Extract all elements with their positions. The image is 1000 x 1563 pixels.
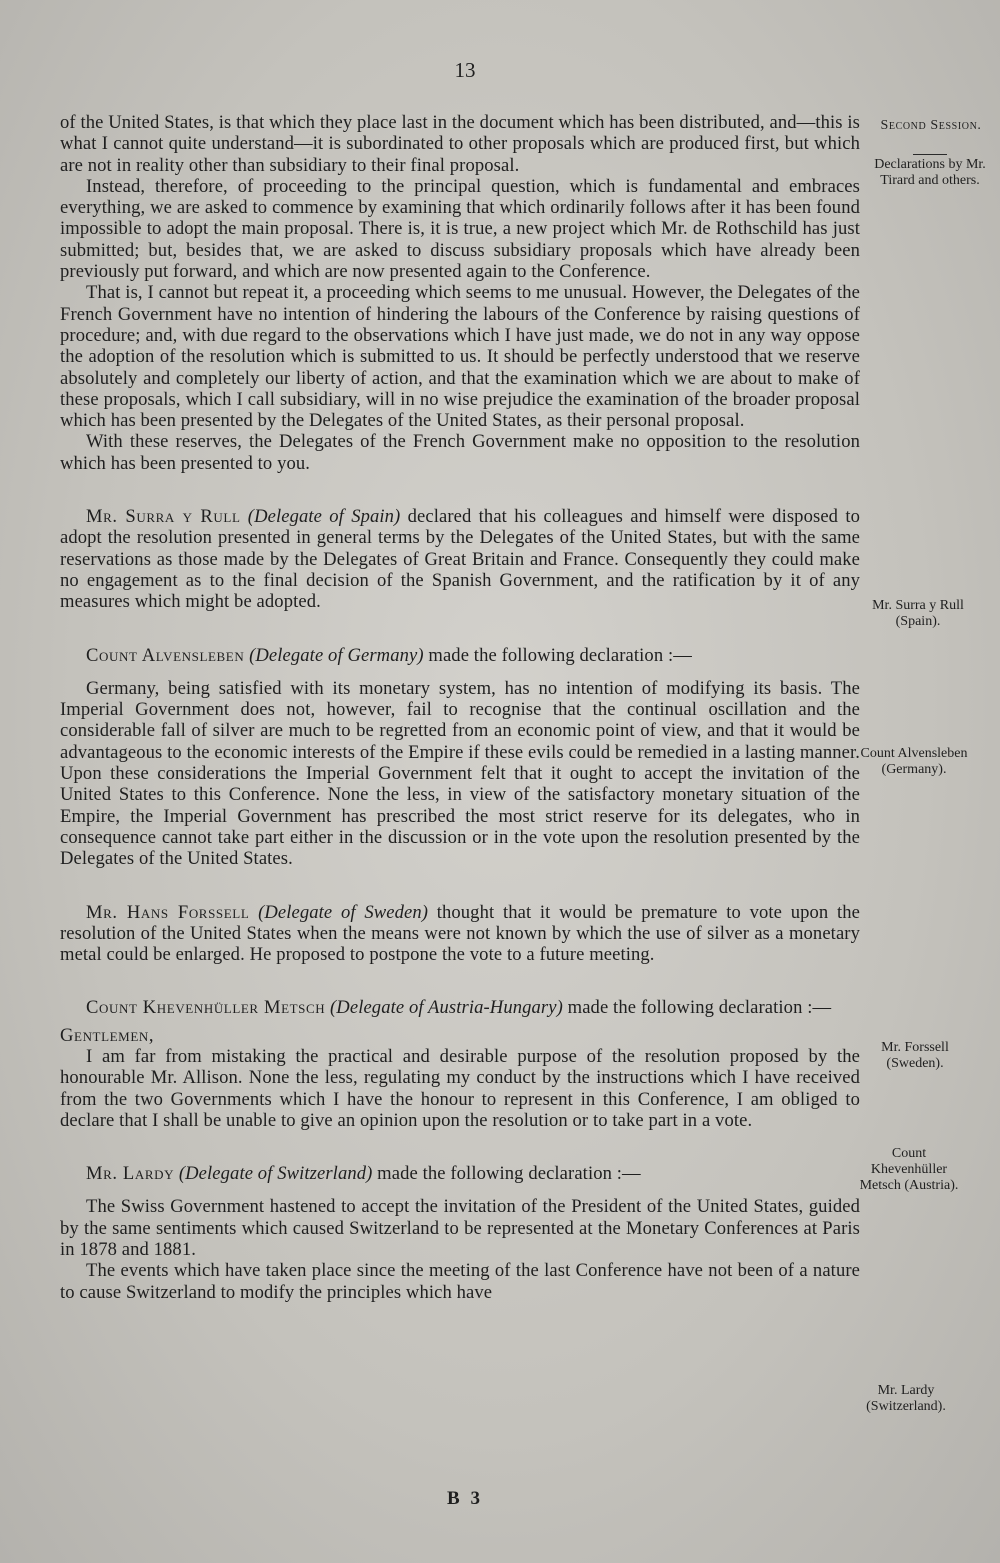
margin-note-lardy: Mr. Lardy (Switzerland). bbox=[866, 1383, 946, 1414]
paragraph-text: made the following declaration :— bbox=[423, 644, 692, 666]
page-number: 13 bbox=[454, 58, 476, 82]
margin-note-forssell: Mr. Forssell (Sweden). bbox=[881, 1040, 949, 1071]
document-body bbox=[60, 112, 860, 1303]
margin-note-declarations bbox=[870, 152, 990, 189]
margin-note-surra: Mr. Surra y Rull (Spain). bbox=[872, 598, 964, 629]
speaker-role: (Delegate of Spain) bbox=[247, 506, 401, 528]
speaker-name: Count Alvensleben bbox=[86, 644, 245, 666]
margin-note-alvensleben: Count Alvensleben (Germany). bbox=[860, 746, 968, 777]
paragraph-french-reserves: With these reserves, the Delegates of the French Government make no opposition to the resolution which has been presented to you. bbox=[60, 431, 860, 474]
margin-note-session: Second Session. bbox=[880, 118, 982, 133]
paragraph-text: made the following declaration :— bbox=[562, 997, 832, 1019]
paragraph-principal-question: Instead, therefore, of proceeding to the principal question, which is fundamental and embraces everything, we are asked to commence by examining that which ordinarily follows after it has been found impossible to adopt the main proposal. There is, it is true, a new project which Mr. de Rothschild has just submitted; but, besides that, we are asked to discuss subsidiary proposals which have already been previously put forward, and which are now presented again to the Conference. bbox=[60, 175, 860, 283]
speaker-name: Mr. Surra y Rull bbox=[86, 506, 241, 528]
speaker-role: (Delegate of Sweden) bbox=[258, 901, 429, 923]
paragraph-continuation: of the United States, is that which they place last in the document which has been distributed, and—this is what I cannot quite understand—it is subordinated to other proposals which are produced first, but which are not in reality other than subsidiary to their final proposal. bbox=[60, 112, 860, 176]
paragraph-swiss-acceptance: The Swiss Government hastened to accept the invitation of the President of the United States, guided by the same sentiments which caused Switzerland to be represented at the Monetary Conferences at Paris in 1878 and 1881. bbox=[60, 1196, 860, 1261]
speaker-role: (Delegate of Austria-Hungary) bbox=[330, 997, 563, 1019]
salutation: Gentlemen, bbox=[60, 1024, 155, 1046]
paragraph-text: declared that his colleagues and himself were disposed to adopt the resolution presented in general terms by the Delegates of the United States, but with the same reservations as those made by the Delegates of Great Britain and France. Consequently they could make no engagement as to the final decision of the Spanish Government, and the ratification by it of any measures which might be adopted. bbox=[60, 506, 861, 613]
paragraph-austria-declaration: I am far from mistaking the practical and desirable purpose of the resolution proposed by the honourable Mr. Allison. None the less, regulating my conduct by the instructions which I have received from the two Governments which I have the honour to represent in this Conference, I am obliged to declare that I shall be unable to give an opinion upon the resolution or to take part in a vote. bbox=[60, 1045, 860, 1131]
speaker-name: Count Khevenhüller Metsch bbox=[86, 997, 326, 1019]
paragraph-switzerland-intro bbox=[60, 1163, 860, 1184]
margin-note-declarations-text: Declarations by Mr. Tirard and others. bbox=[874, 157, 986, 188]
paragraph-germany-declaration: Germany, being satisfied with its monetary system, has no intention of modifying its basis. The Imperial Government does not, however, fail to recognise that the continual oscillation and the considerable fall of silver are much to be regretted from an economic point of view, and that it would be advantageous to the economic interests of the Empire if these evils could be remedied in a lasting manner. Upon these considerations the Imperial Government felt that it ought to accept the invitation of the United States to this Conference. None the less, in view of the satisfactory monetary situation of the Empire, the Imperial Government has prescribed the most strict reserve for its delegates, who in consequence cannot take part either in the discussion or in the vote upon the resolution presented by the Delegates of the United States. bbox=[60, 677, 860, 870]
paragraph-swiss-events: The events which have taken place since the meeting of the last Conference have not been of a nature to cause Switzerland to modify the principles which have bbox=[60, 1260, 860, 1303]
speaker-role: (Delegate of Switzerland) bbox=[178, 1163, 373, 1185]
signature-mark: B 3 bbox=[447, 1488, 483, 1509]
speaker-name: Mr. Hans Forssell bbox=[86, 901, 250, 923]
margin-note-khevenhuller: Count Khevenhüller Metsch (Austria). bbox=[859, 1146, 959, 1193]
paragraph-french-position: That is, I cannot but repeat it, a proceeding which seems to me unusual. However, the Delegates of the French Government have no intention of hindering the labours of the Conference by raising questions of procedure; and, with due regard to the observations which I have just made, we do not in any way oppose the adoption of the resolution which is submitted to us. It should be perfectly understood that we reserve absolutely and completely our liberty of action, and that the examination which we are about to make of these proposals, which I call subsidiary, will in no wise prejudice the examination of the broader proposal which has been presented by the Delegates of the United States, as their personal proposal. bbox=[60, 282, 860, 432]
margin-rule bbox=[913, 154, 947, 155]
paragraph-spain bbox=[60, 506, 860, 612]
speaker-role: (Delegate of Germany) bbox=[249, 644, 424, 666]
paragraph-text: thought that it would be premature to vote upon the resolution of the United States when the means were not known by which the use of silver as a monetary metal could be enlarged. He proposed to postpone the vote to a future meeting. bbox=[60, 901, 861, 966]
paragraph-sweden bbox=[60, 902, 860, 966]
paragraph-text: made the following declaration :— bbox=[372, 1163, 641, 1185]
paragraph-austria-intro bbox=[60, 997, 860, 1018]
speaker-name: Mr. Lardy bbox=[86, 1163, 175, 1185]
paragraph-germany-intro bbox=[60, 645, 860, 666]
